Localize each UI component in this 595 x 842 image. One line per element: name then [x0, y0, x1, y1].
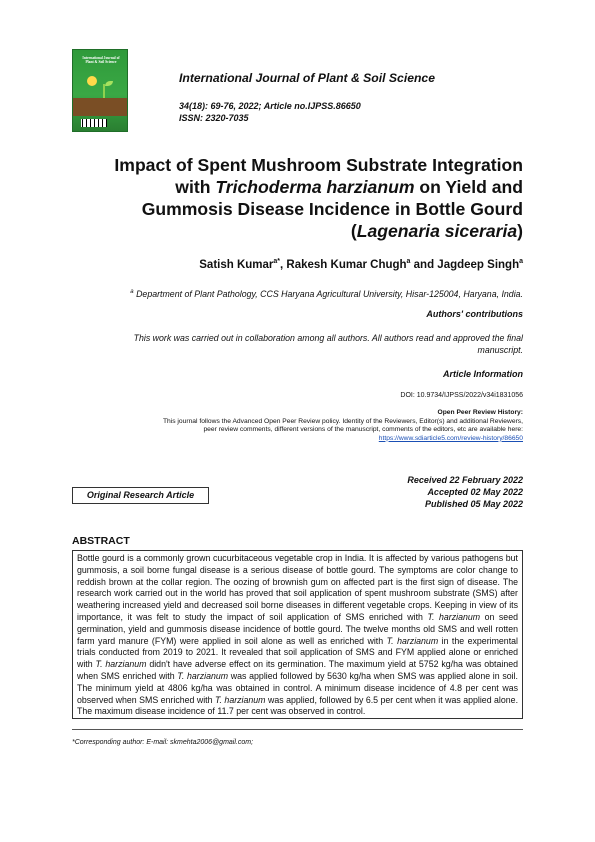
author-name: Jagdeep Singh — [437, 258, 520, 271]
article-type-badge: Original Research Article — [72, 487, 209, 504]
contributions-heading: Authors' contributions — [426, 309, 523, 319]
author-name: Rakesh Kumar Chugh — [286, 258, 407, 271]
journal-meta — [179, 100, 361, 124]
abstract-heading: ABSTRACT — [72, 535, 130, 547]
review-history-link[interactable]: https://www.sdiarticle5.com/review-history/86650 — [378, 434, 523, 442]
abstract-text: Bottle gourd is a commonly grown cucurbitaceous vegetable crop in India. It is affected by various pathogens but gummosis, a soil borne fungal disease is a serious disease of bottle gourd. The symptoms are color change to reddish brown at the collar region. The oozing of brownish gum on affected part is the first sign of disease. The research work carried out in the world has proved that soil application of spent mushroom substrate (SMS) after weathering increased yield and decreased soil borne diseases in different vegetable crops. Keeping in view of its importance, it was felt to study the impact of soil application of SMS enriched with T. harzianum on seed germination, yield and gummosis disease incidence of bottle gourd. The twelve months old SMS and well rotten farm yard manure (FYM) were applied in soil alone as well as enriched with T. harzianum in the experimental trials conducted from 2019 to 2021. It revealed that soil application of SMS and FYM applied alone or enriched with T. harzianum didn't have adverse effect on its germination. The maximum yield at 5752 kg/ha was obtained when SMS enriched with T. harzianum was applied followed by 5630 kg/ha when SMS was applied alone in soil. The minimum yield at 4806 kg/ha was obtained in control. A minimum disease incidence of 4.8 per cent was observed when SMS enriched with T. harzianum was applied, followed by 6.5 per cent when it was applied alone. The maximum disease incidence of 11.7 per cent was observed in control. — [72, 550, 523, 719]
footnote-divider — [72, 729, 523, 730]
journal-citation: 34(18): 69-76, 2022; Article no.IJPSS.86650 — [179, 101, 361, 111]
contributions-text: This work was carried out in collaboration among all authors. All authors read and approved the final manuscript. — [133, 333, 523, 355]
soil-graphic — [73, 98, 128, 116]
article-dates — [407, 474, 523, 510]
barcode-icon — [81, 119, 107, 127]
journal-name: International Journal of Plant & Soil Science — [179, 71, 435, 85]
doi: DOI: 10.9734/IJPSS/2022/v34i1831056 — [400, 392, 523, 399]
paper-title: Impact of Spent Mushroom Substrate Integration with Trichoderma harzianum on Yield and Gummosis Disease Incidence in Bottle Gourd (Lagenaria siceraria) — [114, 155, 523, 241]
accepted-date: Accepted 02 May 2022 — [427, 487, 523, 497]
open-peer-review: Open Peer Review History: This journal follows the Advanced Open Peer Review policy. Identity of the Reviewers, Editor(s) and additional Reviewers, peer review comments, different versions of the manuscript, comments of the editors, etc are available here: https://www.sdiarticle5.com/review-history/86650 — [43, 409, 523, 443]
journal-issn: ISSN: 2320-7035 — [179, 113, 249, 123]
author-list: Satish Kumar$^{a*}$, Rakesh Kumar Chugh$^a$ and Jagdeep Singh$^a$ — [199, 258, 523, 271]
article-info-heading: Article Information — [442, 369, 523, 379]
received-date: Received 22 February 2022 — [407, 475, 523, 485]
sprout-icon — [103, 84, 105, 98]
leaf-icon — [105, 81, 113, 86]
corresponding-author-note: *Corresponding author: E-mail: skmehta2006@gmail.com; — [72, 739, 254, 746]
journal-cover-image — [72, 49, 128, 132]
author-name: Satish Kumar — [199, 258, 274, 271]
cover-title: International Journal of Plant & Soil Science — [82, 56, 120, 65]
sun-icon — [87, 76, 97, 86]
published-date: Published 05 May 2022 — [424, 499, 523, 509]
affiliation: $^a$ Department of Plant Pathology, CCS Haryana Agricultural University, Hisar-125004, Haryana, India. — [130, 289, 523, 299]
